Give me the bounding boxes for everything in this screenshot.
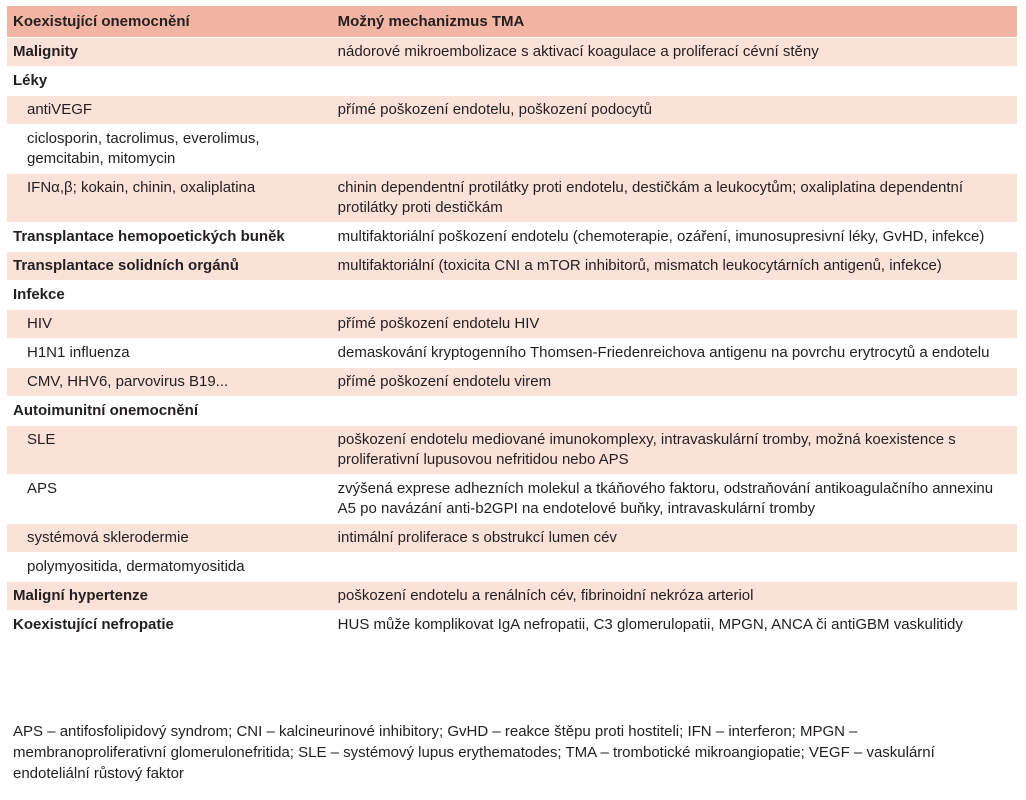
cell-disease: Infekce [7, 281, 332, 310]
cell-mechanism: zvýšená exprese adhezních molekul a tkáňového faktoru, odstraňování antikoagulačního annexinu A5 po navázání anti-b2GPI na endotelové buňky, intravaskulární tromby [332, 475, 1017, 524]
table-row-category [7, 611, 1017, 640]
table-row-category [7, 38, 1017, 67]
cell-mechanism [332, 397, 1017, 426]
cell-disease: Transplantace hemopoetických buněk [7, 223, 332, 252]
cell-disease: antiVEGF [7, 96, 332, 125]
table-header [7, 6, 1017, 38]
cell-mechanism: HUS může komplikovat IgA nefropatii, C3 glomerulopatii, MPGN, ANCA či antiGBM vaskulitidy [332, 611, 1017, 640]
cell-mechanism [332, 67, 1017, 96]
table-row-item [7, 426, 1017, 475]
table-row-item [7, 174, 1017, 223]
cell-disease: Transplantace solidních orgánů [7, 252, 332, 281]
cell-mechanism: přímé poškození endotelu virem [332, 368, 1017, 397]
cell-disease: Autoimunitní onemocnění [7, 397, 332, 426]
cell-mechanism: přímé poškození endotelu HIV [332, 310, 1017, 339]
cell-mechanism: multifaktoriální poškození endotelu (chemoterapie, ozáření, imunosupresivní léky, GvHD, infekce) [332, 223, 1017, 252]
table-row-category [7, 281, 1017, 310]
table-row-item [7, 524, 1017, 553]
cell-disease: Koexistující nefropatie [7, 611, 332, 640]
header-tma-mechanism: Možný mechanizmus TMA [332, 6, 1017, 38]
header-coexisting-disease: Koexistující onemocnění [7, 6, 332, 38]
cell-mechanism: demaskování kryptogenního Thomsen-Friedenreichova antigenu na povrchu erytrocytů a endotelu [332, 339, 1017, 368]
cell-mechanism [332, 125, 1017, 174]
cell-disease: Malignity [7, 38, 332, 67]
cell-mechanism: poškození endotelu mediované imunokomplexy, intravaskulární tromby, možná koexistence s proliferativní lupusovou nefritidou nebo APS [332, 426, 1017, 475]
table-row-category [7, 252, 1017, 281]
cell-disease: HIV [7, 310, 332, 339]
table-row-item [7, 475, 1017, 524]
cell-mechanism [332, 553, 1017, 582]
cell-disease: systémová sklerodermie [7, 524, 332, 553]
cell-disease: SLE [7, 426, 332, 475]
cell-mechanism: intimální proliferace s obstrukcí lumen cév [332, 524, 1017, 553]
table-row-category [7, 223, 1017, 252]
table-row-category [7, 397, 1017, 426]
cell-disease: H1N1 influenza [7, 339, 332, 368]
table-row-item [7, 125, 1017, 174]
table-row-category [7, 582, 1017, 611]
cell-disease: Léky [7, 67, 332, 96]
table-row-category [7, 67, 1017, 96]
table-footnote: APS – antifosfolipidový syndrom; CNI – kalcineurinové inhibitory; GvHD – reakce štěpu proti hostiteli; IFN – interferon; MPGN – membranoproliferativní glomerulonefritida; SLE – systémový lupus erythematodes; TMA – trombotické mikroangiopatie; VEGF – vaskulární endoteliální růstový faktor [13, 723, 935, 782]
table-row-item [7, 310, 1017, 339]
table-body [7, 38, 1017, 640]
cell-disease: ciclosporin, tacrolimus, everolimus, gemcitabin, mitomycin [7, 125, 332, 174]
cell-mechanism [332, 281, 1017, 310]
table-row-item [7, 368, 1017, 397]
cell-disease: APS [7, 475, 332, 524]
cell-mechanism: nádorové mikroembolizace s aktivací koagulace a proliferací cévní stěny [332, 38, 1017, 67]
cell-disease: CMV, HHV6, parvovirus B19... [7, 368, 332, 397]
table-row-item [7, 339, 1017, 368]
tma-table [7, 6, 1017, 640]
table-header-row [7, 6, 1017, 38]
table-row-item [7, 96, 1017, 125]
cell-disease: polymyositida, dermatomyositida [7, 553, 332, 582]
table-row-item [7, 553, 1017, 582]
cell-disease: IFNα,β; kokain, chinin, oxaliplatina [7, 174, 332, 223]
cell-mechanism: přímé poškození endotelu, poškození podocytů [332, 96, 1017, 125]
cell-mechanism: poškození endotelu a renálních cév, fibrinoidní nekróza arteriol [332, 582, 1017, 611]
cell-mechanism: chinin dependentní protilátky proti endotelu, destičkám a leukocytům; oxaliplatina dependentní protilátky proti destičkám [332, 174, 1017, 223]
cell-disease: Maligní hypertenze [7, 582, 332, 611]
cell-mechanism: multifaktoriální (toxicita CNI a mTOR inhibitorů, mismatch leukocytárních antigenů, infekce) [332, 252, 1017, 281]
